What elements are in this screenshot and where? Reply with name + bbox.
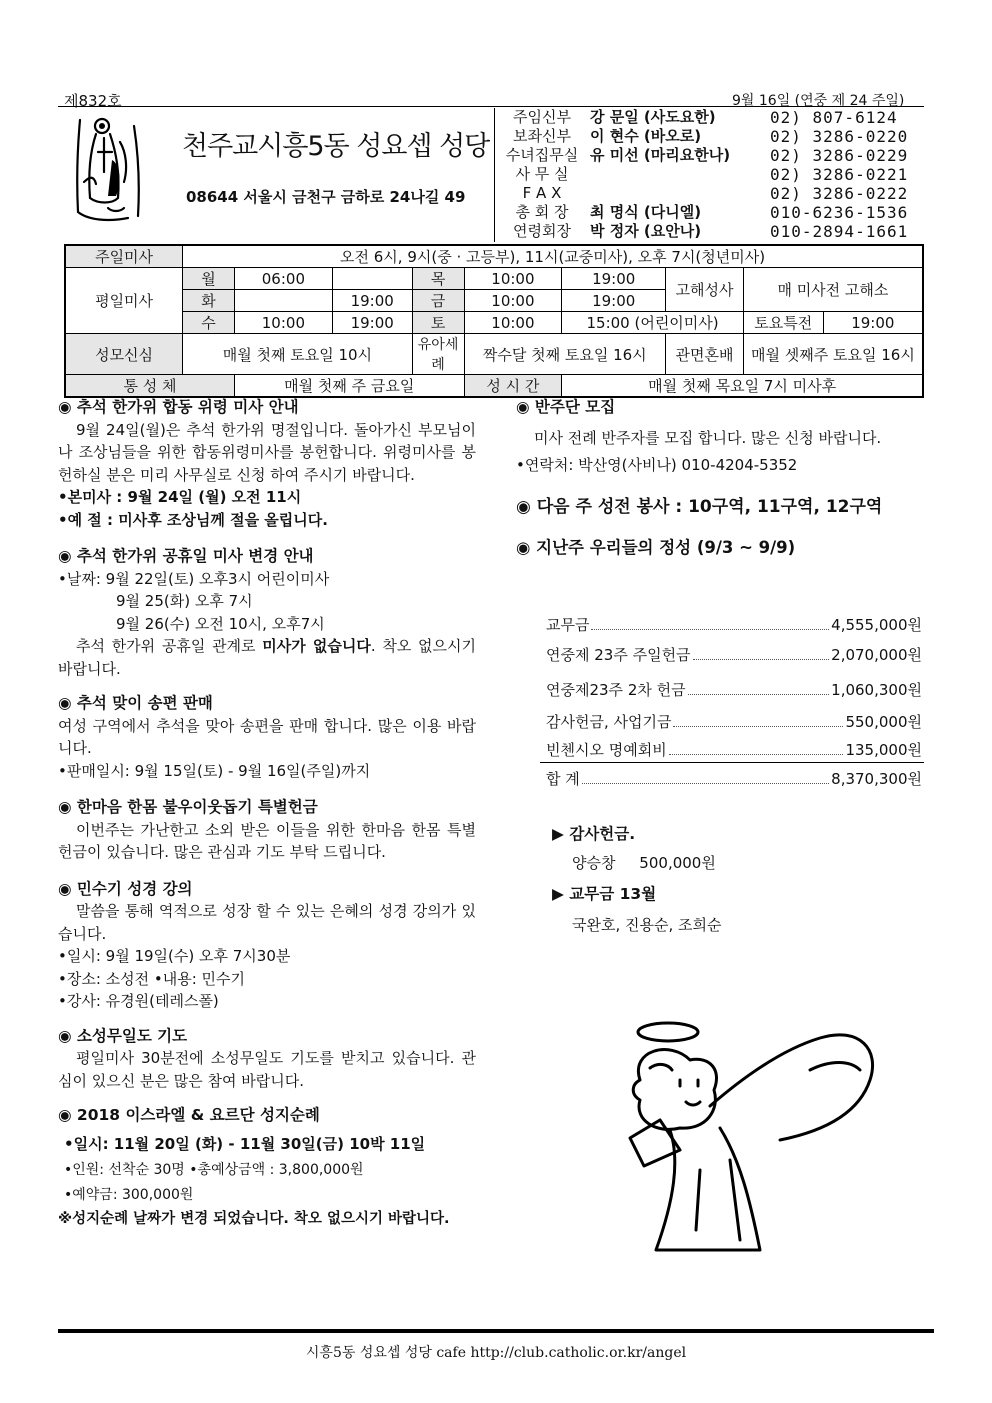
section-title: ◉ 추석 맞이 송편 판매 [58,694,213,712]
header-divider [58,106,924,107]
offering-amount: 2,070,000원 [831,646,922,664]
section-title: ◉ 소성무일도 기도 [58,1026,188,1045]
staff-name: 이 현수 (바오로) [590,127,702,145]
dues-body: 국완호, 진용순, 조희순 [572,916,722,934]
thanks-title: ▶ 감사헌금. [552,825,636,843]
church-name: 천주교시흥5동 성요셉 성당 [182,131,490,162]
staff-name [590,184,770,203]
section-line: •예 절 : 미사후 조상님께 절을 올립니다. [58,510,328,529]
wedding-label: 관면혼배 [666,334,744,375]
section-body: 평일미사 30분전에 소성무일도 기도를 받치고 있습니다. 관심이 있으신 분은 많은 참여 바랍니다. [58,1049,476,1090]
section-title: ◉ 추석 한가위 합동 위령 미사 안내 [58,398,299,416]
weekday-row [65,312,923,334]
offering-row [546,644,922,665]
offering-amount: 135,000원 [845,741,922,759]
section-title: ◉ 추석 한가위 공휴일 미사 변경 안내 [58,547,314,565]
staff-phone: 02) 3286-0222 [770,184,909,203]
offering-row [546,679,922,700]
section-line: •본미사 : 9월 24일 (월) 오전 11시 [58,488,302,506]
holy-hour-label: 성 시 간 [464,375,562,398]
sum-divider [540,762,924,763]
staff-phone: 010-6236-1536 [770,203,909,222]
section-body: 미사 전례 반주자를 모집 합니다. 많은 신청 바랍니다. [534,428,882,447]
staff-phone: 02) 3286-0221 [770,165,909,184]
staff-name [590,165,770,184]
weekday-row [65,268,923,290]
staff-role: 사 무 실 [515,165,569,183]
tue-time-2: 19:00 [332,290,412,312]
section-title: ◉ 다음 주 성전 봉사 : 10구역, 11구역, 12구역 [516,497,883,517]
staff-role: 총 회 장 [515,203,569,221]
leader-dots [673,711,843,727]
holy-hour-value: 매월 첫째 목요일 7시 미사후 [562,375,923,398]
section-line: 9월 26(수) 오전 10시, 오후7시 [116,614,325,633]
communion-label: 통 성 체 [65,375,234,398]
tue-time-1 [234,290,332,312]
section-line: 9월 25(화) 오후 7시 [116,592,253,610]
staff-name: 박 정자 (요안나) [590,222,702,240]
leader-dots [688,679,830,695]
right-column [516,396,934,559]
offering-label: 감사헌금, 사업기금 [546,713,672,731]
footer-divider [58,1329,934,1333]
section-body: 9월 24일(월)은 추석 한가위 명절입니다. 돌아가신 부모님이나 조상님들을 위한 합동위령미사를 봉헌합니다. 위령미사를 봉헌하실 분은 미리 사무실로 신청 하여 주시기 바랍니다. [58,420,476,484]
day-tue: 화 [183,290,235,312]
staff-row [494,165,924,184]
issue-number: 제832호 [64,92,122,110]
section-note: ※성지순례 날짜가 변경 되었습니다. 착오 없으시기 바랍니다. [58,1211,450,1227]
sunday-times: 오전 6시, 9시(중 · 고등부), 11시(교중미사), 오후 7시(청년미사) [183,245,923,268]
fri-time-1: 10:00 [464,290,562,312]
leader-dots [669,739,844,755]
staff-role: 수녀집무실 [505,146,579,164]
staff-name: 최 명식 (다니엘) [590,203,702,221]
sat-time-1: 10:00 [464,312,562,334]
left-column [58,396,476,1231]
angel-illustration [610,1010,930,1270]
leader-dots [693,644,830,660]
section-line: •강사: 유경원(테레스폴) [58,992,219,1010]
offering-total-row [546,768,922,789]
offering-amount: 8,370,300원 [831,770,922,788]
section-title: ◉ 한마음 한몸 불우이웃돕기 특별헌금 [58,798,318,816]
confession-label: 고해성사 [666,268,744,312]
thu-time-2: 19:00 [562,268,666,290]
day-wed: 수 [183,312,235,334]
sunday-row [65,245,923,268]
staff-role: 보좌신부 [513,127,571,145]
church-address: 08644 서울시 금천구 금하로 24나길 49 [186,188,466,206]
staff-name: 유 미선 (마리요한나) [590,146,731,164]
section-body: 말씀을 통해 역적으로 성장 할 수 있는 은혜의 성경 강의가 있습니다. [58,902,476,943]
section-line: •인원: 선착순 30명 •총예상금액 : 3,800,000원 [64,1162,364,1178]
body-emphasis: 미사가 없습니다 [262,637,371,655]
offering-row [546,614,922,635]
offering-amount: 550,000원 [845,713,922,731]
offering-row [546,711,922,732]
section-line: •예약금: 300,000원 [64,1186,194,1203]
staff-phone: 02) 3286-0229 [770,146,909,165]
communion-row [65,375,923,398]
section-line: •일시: 11월 20일 (화) - 11월 30일(금) 10박 11일 [64,1134,426,1153]
leader-dots [582,768,829,784]
wed-time-1: 10:00 [234,312,332,334]
sat-special-label: 토요특전 [743,312,823,334]
sat-special-time: 19:00 [823,312,923,334]
wedding-value: 매월 셋째주 토요일 16시 [743,334,923,375]
infant-baptism-label: 유아세례 [412,334,464,375]
staff-row [494,222,924,241]
communion-value: 매월 첫째 주 금요일 [234,375,464,398]
mon-time-1: 06:00 [234,268,332,290]
section-title: ◉ 지난주 우리들의 정성 (9/3 ~ 9/9) [516,537,796,557]
sunday-label: 주일미사 [65,245,183,268]
section-body: 여성 구역에서 추석을 맞아 송편을 판매 합니다. 많은 이용 바랍니다. [58,716,476,757]
offering-label: 연중제 23주 주일헌금 [546,646,691,664]
section-body [58,635,476,680]
offering-label: 교무금 [546,616,590,634]
mon-time-2 [332,268,412,290]
weekday-label: 평일미사 [65,268,183,334]
staff-phone: 010-2894-1661 [770,222,909,241]
sat-time-2: 15:00 (어린이미사) [562,312,744,334]
section-line: •일시: 9월 19일(수) 오후 7시30분 [58,947,291,965]
section-body: 이번주는 가난한고 소외 받은 이들을 위한 한마음 한몸 특별헌금이 있습니다. 많은 관심과 기도 부탁 드립니다. [58,820,476,861]
thanks-body: 양승창 500,000원 [572,854,716,872]
staff-row [494,184,924,203]
holy-family-logo [68,112,154,224]
section-title: ◉ 민수기 성경 강의 [58,879,193,898]
staff-phone: 02) 3286-0220 [770,127,909,146]
confession-value: 매 미사전 고해소 [743,268,923,312]
dues-title: ▶ 교무금 13월 [552,885,657,903]
staff-row [494,146,924,165]
body-text: . 착오 없으시기 바랍니다. [58,637,476,678]
day-fri: 금 [412,290,464,312]
section-line: •연락처: 박산영(사비나) 010-4204-5352 [516,455,798,474]
leader-dots [591,614,829,630]
staff-role: F A X [522,184,562,202]
section-title: ◉ 반주단 모집 [516,398,616,416]
staff-row [494,108,924,127]
offering-label: 연중제23주 2차 헌금 [546,681,686,699]
thu-time-1: 10:00 [464,268,562,290]
mass-schedule-table [64,244,924,398]
day-thu: 목 [412,268,464,290]
fri-time-2: 19:00 [562,290,666,312]
offering-amount: 4,555,000원 [831,616,922,634]
staff-row [494,127,924,146]
wed-time-2: 19:00 [332,312,412,334]
offering-row [546,739,922,760]
section-line: •날짜: 9월 22일(토) 오후3시 어린이미사 [58,569,330,588]
section-line: •장소: 소성전 •내용: 민수기 [58,969,246,988]
devotion-row [65,334,923,375]
staff-role: 연령회장 [513,222,571,240]
footer-cafe-link: 시흥5동 성요셉 성당 cafe http://club.catholic.or.kr/angel [305,1345,687,1361]
offering-amount: 1,060,300원 [831,681,922,699]
day-sat: 토 [412,312,464,334]
day-mon: 월 [183,268,235,290]
staff-directory [494,108,924,241]
marian-value: 매월 첫째 토요일 10시 [183,334,413,375]
staff-row [494,203,924,222]
staff-role: 주임신부 [513,108,571,126]
marian-label: 성모신심 [65,334,183,375]
offering-label: 빈첸시오 명예회비 [546,741,667,759]
issue-date: 9월 16일 (연중 제 24 주일) [732,93,905,109]
section-title: ◉ 2018 이스라엘 & 요르단 성지순례 [58,1106,320,1124]
staff-phone: 02) 807-6124 [770,108,898,127]
offering-label: 합 계 [546,770,580,788]
infant-baptism-value: 짝수달 첫째 토요일 16시 [464,334,666,375]
section-line: •판매일시: 9월 15일(토) - 9월 16일(주일)까지 [58,761,371,780]
body-text: 추석 한가위 공휴일 관계로 [76,637,263,655]
staff-name: 강 문일 (사도요한) [590,108,716,126]
